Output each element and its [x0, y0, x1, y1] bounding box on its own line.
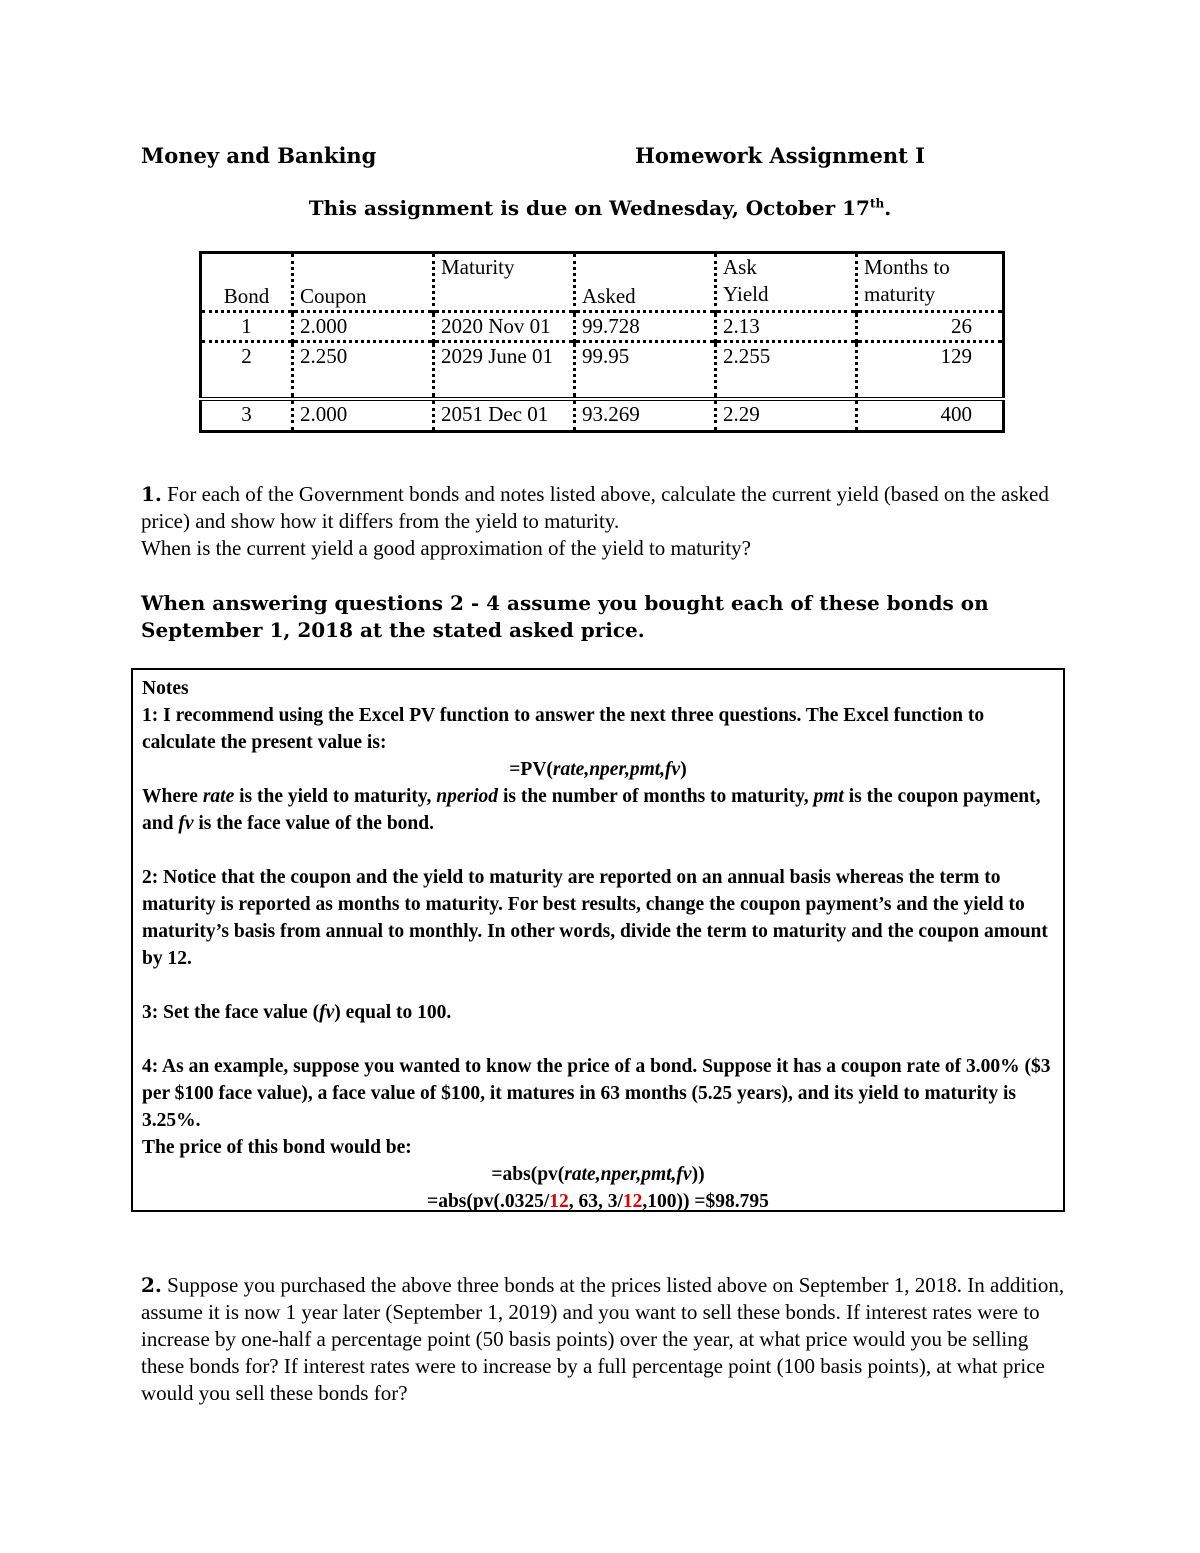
- note-4: 4: As an example, suppose you wanted to know the price of a bond. Suppose it has a coupon rate of 3.00% ($3 per $100 face value), a face value of $100, it matures in 63 months (5.25 years), and its yield to maturity is 3.25%.: [142, 1056, 1051, 1131]
- notes-title: Notes: [142, 678, 189, 699]
- header-bond: Bond: [201, 253, 293, 312]
- cell-bond: 2: [201, 342, 293, 400]
- cell-maturity: 2029 June 01: [434, 342, 575, 400]
- cell-months: 400: [857, 399, 1004, 432]
- cell-bond: 3: [201, 399, 293, 432]
- cell-ask-yield: 2.13: [716, 312, 857, 342]
- cell-coupon: 2.250: [293, 342, 434, 400]
- header-asked: Asked: [575, 253, 716, 312]
- cell-bond: 1: [201, 312, 293, 342]
- cell-coupon: 2.000: [293, 399, 434, 432]
- header-maturity: Maturity: [434, 253, 575, 312]
- abs-pv-formula: =abs(pv(rate,nper,pmt,fv)): [491, 1164, 705, 1185]
- notes-box: [131, 668, 1065, 1212]
- header-months-to-maturity: Months to maturity: [857, 253, 1004, 312]
- question-2-text: Suppose you purchased the above three bonds at the prices listed above on September 1, 2018. In addition, assume it is now 1 year later (September 1, 2019) and you want to sell these bonds. If interest rates were to increase by one-half a percentage point (50 basis points) over the year, at what price would you be selling these bonds for? If interest rates were to increase by a full percentage point (100 basis points), at what price would you sell these bonds for?: [141, 1273, 1065, 1405]
- due-ordinal: th: [869, 196, 885, 211]
- bond-table: [199, 251, 1005, 433]
- table-row: [201, 312, 1004, 342]
- note-2: 2: Notice that the coupon and the yield to maturity are reported on an annual basis whereas the term to maturity is reported as months to maturity. For best results, change the coupon payment’s and the yield to maturity’s basis from annual to monthly. In other words, divide the term to maturity and the coupon amount by 12.: [142, 867, 1048, 969]
- cell-maturity: 2051 Dec 01: [434, 399, 575, 432]
- note-1-where: Where rate is the yield to maturity, nperiod is the number of months to maturity, pmt is the coupon payment, and fv is the face value of the bond.: [142, 786, 1041, 834]
- cell-ask-yield: 2.29: [716, 399, 857, 432]
- question-1-followup: When is the current yield a good approximation of the yield to maturity?: [141, 536, 751, 560]
- question-2-number: 2.: [141, 1273, 162, 1297]
- header-coupon: Coupon: [293, 253, 434, 312]
- table-row: [201, 342, 1004, 400]
- header-ask-yield: Ask Yield: [716, 253, 857, 312]
- example-formula: =abs(pv(.0325/12, 63, 3/12,100)) =$98.795: [427, 1191, 769, 1212]
- assumption-note: When answering questions 2 - 4 assume you bought each of these bonds on September 1, 2018 at the stated asked price.: [141, 591, 989, 642]
- cell-coupon: 2.000: [293, 312, 434, 342]
- table-row: [201, 399, 1004, 432]
- note-3: 3: Set the face value (fv) equal to 100.: [142, 1002, 452, 1023]
- cell-asked: 93.269: [575, 399, 716, 432]
- cell-months: 129: [857, 342, 1004, 400]
- note-1: 1: I recommend using the Excel PV function to answer the next three questions. The Excel function to calculate the present value is:: [142, 705, 985, 753]
- cell-asked: 99.95: [575, 342, 716, 400]
- due-date-line: This assignment is due on Wednesday, October 17th.: [308, 196, 892, 220]
- pv-formula: =PV(rate,nper,pmt,fv): [509, 759, 687, 780]
- note-4-price: The price of this bond would be:: [142, 1137, 412, 1158]
- question-1-number: 1.: [141, 482, 162, 506]
- cell-months: 26: [857, 312, 1004, 342]
- table-header-row: [201, 253, 1004, 312]
- cell-ask-yield: 2.255: [716, 342, 857, 400]
- cell-asked: 99.728: [575, 312, 716, 342]
- course-title: Money and Banking: [141, 143, 377, 168]
- question-1: [141, 481, 1071, 562]
- question-2: [141, 1272, 1071, 1407]
- cell-maturity: 2020 Nov 01: [434, 312, 575, 342]
- question-1-text: For each of the Government bonds and notes listed above, calculate the current yield (based on the asked price) and show how it differs from the yield to maturity.: [141, 482, 1049, 533]
- assignment-title: Homework Assignment I: [635, 143, 925, 168]
